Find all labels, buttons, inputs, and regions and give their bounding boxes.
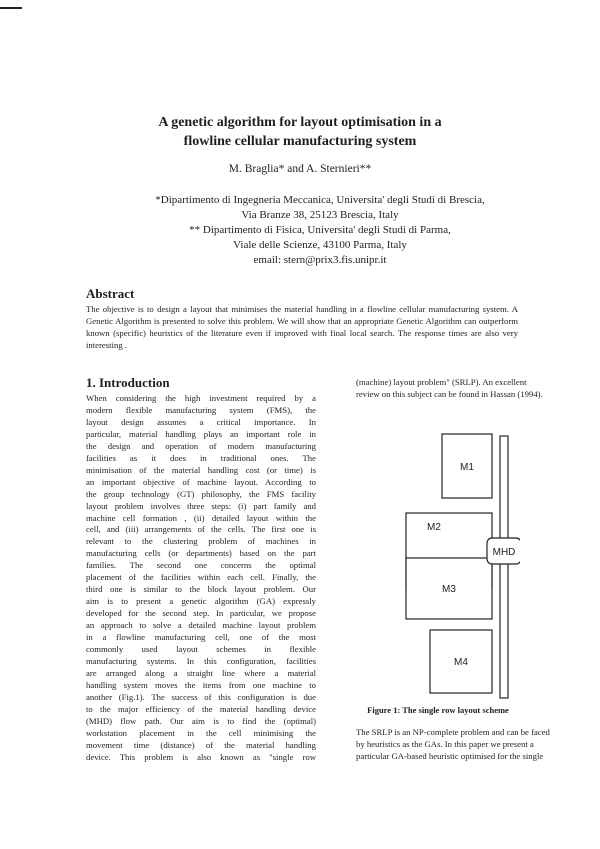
text-line: cell, and (iii) arrangements of the cells. The first one is — [86, 524, 316, 535]
mhd-label: MHD — [492, 547, 516, 558]
affiliation-line: Via Branze 38, 25123 Brescia, Italy — [241, 209, 399, 221]
machine-m4-label: M4 — [454, 657, 468, 668]
text-line: families. The second one concerns the optimal — [86, 560, 316, 571]
text-line: an approach to solve a detailed machine layout problem — [86, 620, 316, 631]
text-line: workstation placement in the cell minimising the — [86, 727, 316, 738]
text-line: When considering the high investment required by a — [86, 393, 316, 403]
text-line: (MHD) flow path. Our aim is to find the (optimal) — [86, 715, 316, 726]
text-line: another (Fig.1). The success of this configuration is due — [86, 691, 316, 702]
machine-m3-label: M3 — [442, 584, 456, 595]
text-line: modern flexible manufacturing system (FMS), the — [86, 404, 316, 415]
text-line: developed for the second step. In particular, we propose — [86, 608, 316, 619]
text-line: device. This problem is also known as "single row — [86, 751, 316, 762]
mhd-track — [500, 436, 508, 698]
text-line: (machine) layout problem" (SRLP). An excellent — [356, 377, 527, 387]
text-line: facilities as it does in traditional ones. The — [86, 452, 316, 463]
text-line: by heuristics as the GAs. In this paper we present a — [356, 739, 534, 749]
text-line: movement time (distance) of the material handling — [86, 739, 316, 750]
paper-title — [150, 113, 450, 151]
text-line: in a flowline manufacturing cell, one of the most — [86, 632, 316, 643]
introduction-right-column-bottom — [356, 726, 550, 762]
text-line: the design and operation of modern manufacturing — [86, 440, 316, 451]
text-line: manufacturing cells (or departments) based on the part — [86, 548, 316, 559]
text-line: review on this subject can be found in Hassan (1994). — [356, 389, 543, 399]
text-line: machine cell formation , (ii) detailed layout within the — [86, 512, 316, 523]
text-line: handling system moves the items from one machine to — [86, 679, 316, 690]
title-line-2: flowline cellular manufacturing system — [183, 134, 417, 149]
text-line: particular, material handling plays an important role in — [86, 428, 316, 439]
text-line: an important objective of machine layout. According to — [86, 476, 316, 487]
introduction-right-column-top — [356, 376, 543, 400]
text-line: layout problem involves three steps: (i) part family and — [86, 500, 316, 511]
text-line: layout design assumes a critical importance. In — [86, 416, 316, 427]
text-line: relevant to the clustering problem of machines in — [86, 536, 316, 547]
paper-affiliations — [130, 193, 510, 268]
machine-m1-label: M1 — [460, 462, 474, 473]
text-line: commonly used layout schemes in flexible — [86, 644, 316, 655]
introduction-left-column — [86, 393, 316, 764]
paper-authors: M. Braglia* and A. Sternieri** — [228, 163, 372, 175]
text-line: are arranged along a straight line where a material — [86, 667, 316, 678]
text-line: manufacturing systems. In this configuration, facilities — [86, 655, 316, 666]
text-line: aim is to present a genetic algorithm (GA) expressly — [86, 596, 316, 607]
affiliation-line: *Dipartimento di Ingegneria Meccanica, Universita' degli Studi di Brescia, — [155, 194, 485, 206]
figure-caption: Figure 1: The single row layout scheme — [367, 705, 509, 715]
text-line: particular GA-based heuristic optimised for the single — [356, 751, 544, 761]
text-line: the group technology (GT) philosophy, the FMS facility — [86, 488, 316, 499]
layout-diagram — [356, 410, 520, 710]
text-line: placement of the facilities within each cell. Finally, the — [86, 572, 316, 583]
abstract-text: The objective is to design a layout that minimises the material handling in a flowline cellular manufacturing system. A Genetic Algorithm is presented to solve this problem. We will show that an appropriate Genetic Algorithm can outperform known (specific) heuristics of the literature even if improved with final local search. The response times are also very interesting . — [86, 304, 518, 350]
text-line: third one is similar to the block layout problem. Our — [86, 584, 316, 595]
affiliation-line: ** Dipartimento di Fisica, Universita' degli Studi di Parma, — [189, 224, 451, 236]
machine-m2-label: M2 — [427, 522, 441, 533]
figure-single-row-layout — [356, 410, 520, 710]
title-line-1: A genetic algorithm for layout optimisation in a — [158, 115, 442, 130]
affiliation-email: email: stern@prix3.fis.unipr.it — [253, 254, 387, 266]
introduction-heading: 1. Introduction — [86, 375, 170, 390]
corner-crop-mark — [0, 7, 22, 9]
affiliation-line: Viale delle Scienze, 43100 Parma, Italy — [233, 239, 407, 251]
text-line: The SRLP is an NP-complete problem and can be faced — [356, 727, 550, 737]
text-line: to the major efficiency of the material handling device — [86, 703, 316, 714]
text-line: minimisation of the material handling cost (or time) is — [86, 464, 316, 475]
abstract-heading: Abstract — [86, 286, 135, 301]
